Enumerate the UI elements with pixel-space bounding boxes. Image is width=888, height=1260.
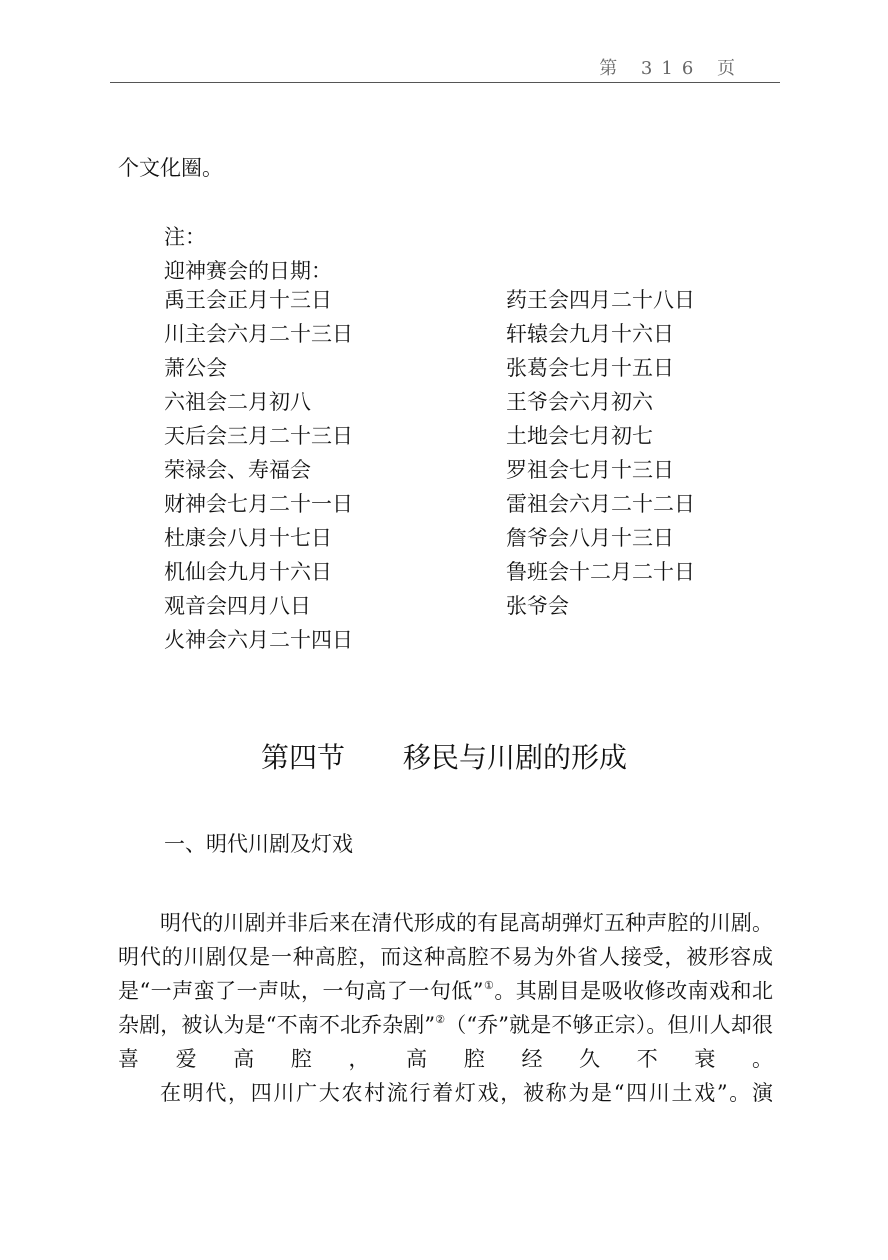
list-item: 土地会七月初七 (506, 424, 653, 448)
festival-list-left (164, 283, 353, 657)
footnote-marker: ① (483, 979, 495, 992)
list-item: 六祖会二月初八 (164, 390, 311, 414)
paragraph-text: 。其剧目是吸收修改南戏和北杂剧，被认为是“不南不北乔杂剧” (118, 979, 773, 1037)
list-item: 禹王会正月十三日 (164, 288, 332, 312)
list-item: 张葛会七月十五日 (506, 356, 674, 380)
list-item: 观音会四月八日 (164, 594, 311, 618)
list-item: 罗祖会七月十三日 (506, 458, 674, 482)
list-item: 火神会六月二十四日 (164, 628, 353, 652)
list-item: 轩辕会九月十六日 (506, 322, 674, 346)
paragraph-text: 在明代，四川广大农村流行着灯戏，被称为是“四川土戏”。演 (160, 1081, 773, 1105)
list-item: 鲁班会十二月二十日 (506, 560, 695, 584)
paragraph-text: 明代的川剧并非后来在清代形成的有昆高胡弹灯五种声腔的川剧。明代的川剧仅是一种高腔，而这种高腔不易为外省人接受，被形容成是“一声蛮了一声呔，一句高了一句低” (118, 911, 773, 1003)
list-item: 詹爷会八月十三日 (506, 526, 674, 550)
section-title (0, 740, 888, 776)
list-item: 杜康会八月十七日 (164, 526, 332, 550)
section-heading: 移民与川剧的形成 (403, 741, 628, 774)
list-item: 萧公会 (164, 356, 227, 380)
list-item: 财神会七月二十一日 (164, 492, 353, 516)
list-item: 张爷会 (506, 594, 569, 618)
intro-text: 个文化圈。 (118, 156, 223, 180)
list-item: 天后会三月二十三日 (164, 424, 353, 448)
list-item: 药王会四月二十八日 (506, 288, 695, 312)
page-header (110, 48, 780, 83)
list-item: 雷祖会六月二十二日 (506, 492, 695, 516)
list-item: 机仙会九月十六日 (164, 560, 332, 584)
paragraph-text: （“乔”就是不够正宗）。但川人却很喜爱高腔，高腔经久不衰。 (118, 1013, 773, 1071)
section-number: 第四节 (260, 741, 345, 774)
festival-list-right (506, 283, 695, 623)
paragraph (118, 906, 773, 1076)
footnote-marker: ② (435, 1013, 446, 1026)
subsection-title: 一、明代川剧及灯戏 (164, 832, 353, 856)
list-item: 川主会六月二十三日 (164, 322, 353, 346)
paragraph (118, 1076, 773, 1110)
festival-dates-heading: 迎神赛会的日期： (164, 259, 332, 283)
list-item: 王爷会六月初六 (506, 390, 653, 414)
note-label: 注： (164, 225, 206, 249)
page-number: 第 316 页 (599, 58, 744, 79)
body-text (118, 906, 773, 1110)
list-item: 荣禄会、寿福会 (164, 458, 311, 482)
